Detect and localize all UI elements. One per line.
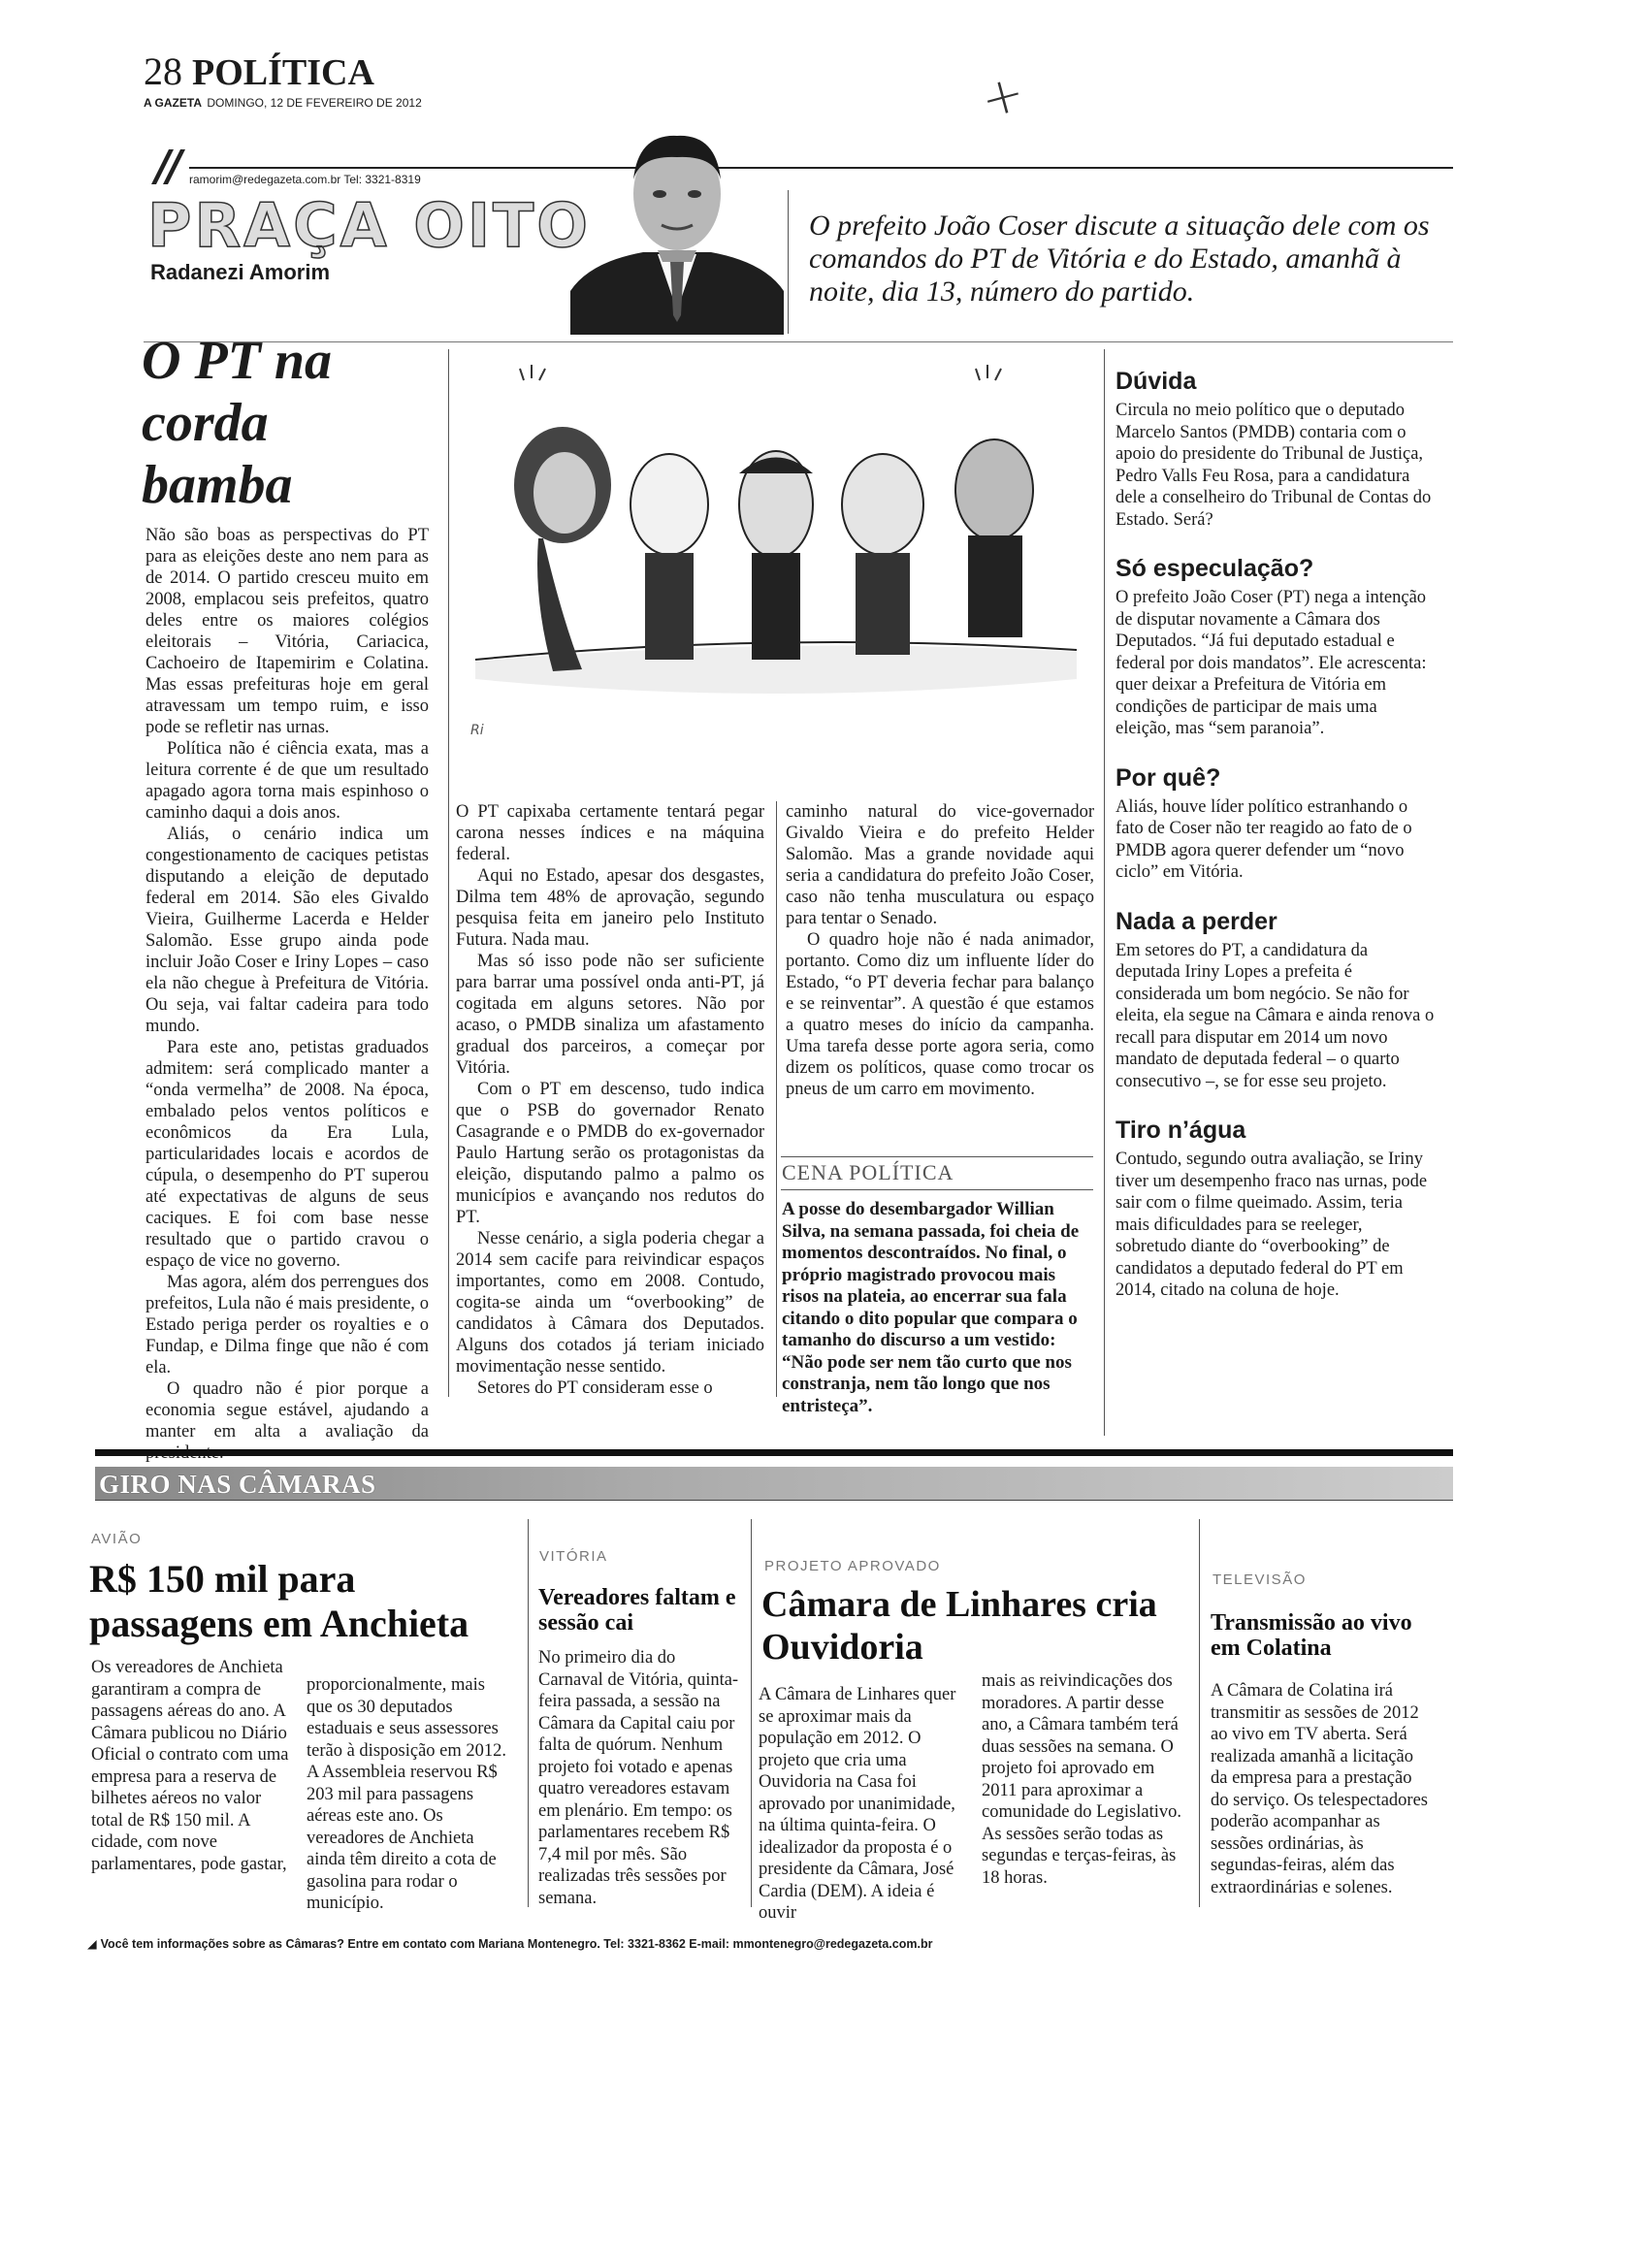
cena-politica-text: A posse do desembargador Willian Silva, na semana passada, foi cheia de momentos descontraídos. No final, o próprio magistrado provocou mais risos na plateia, ao encerrar sua fala citando o dito popular que compara o tamanho do discurso a um vestido: “Não pode ser nem tão curto que nos constranja, nem tão longo que nos entristeça”.	[782, 1199, 1080, 1416]
sidebar-note-text: O prefeito João Coser (PT) nega a intenção de disputar novamente a Câmara dos Deputados. “Já fui deputado estadual e federal por dois mandatos”. Ele acrescenta: quer deixar a Prefeitura de Vitória em condições de participar de mais uma eleição, mas “sem paranoia”.	[1116, 588, 1427, 738]
cartoon-figure-4	[842, 454, 923, 655]
giro-banner	[95, 1467, 1453, 1500]
giro-banner-rule	[95, 1500, 1453, 1501]
column-highlight: O prefeito João Coser discute a situação dele com os comandos do PT de Vitória e do Estado, amanhã à noite, dia 13, número do partido.	[809, 210, 1430, 308]
giro-banner-title: GIRO NAS CÂMARAS	[99, 1470, 376, 1499]
televisao-kicker: TELEVISÃO	[1212, 1571, 1307, 1588]
sidebar-note	[1116, 907, 1436, 1093]
sidebar-note	[1116, 763, 1436, 884]
slash-logo-icon	[147, 146, 190, 193]
aviao-kicker: AVIÃO	[91, 1531, 143, 1547]
giro-footer	[87, 1936, 1154, 1951]
cartoon-figure-2	[630, 454, 708, 660]
cena-top-rule	[781, 1156, 1093, 1157]
cena-politica-label: CENA POLÍTICA	[782, 1160, 954, 1184]
sidebar-note-title: Tiro n’água	[1116, 1117, 1246, 1144]
projeto-col1: A Câmara de Linhares quer se aproximar mais da população em 2012. O projeto que cria uma Ouvidoria na Casa foi aprovado por unanimidade, na última quinta-feira. O idealizador da proposta é o presidente da Câmara, José Cardia (DEM). A ideia é ouvir	[759, 1685, 956, 1923]
projeto-kicker: PROJETO APROVADO	[764, 1558, 941, 1574]
column-name: PRAÇA OITO	[147, 190, 592, 261]
col1-para: Aliás, o cenário indica um congestionamento de caciques petistas disputando a eleição de deputado federal em 2014. São eles Givaldo Vieira, Guilherme Lacerda e Helder Salomão. Esse grupo ainda pode incluir João Coser e Iriny Lopes – caso ela não chegue à Prefeitura de Vitória. Ou seja, vai faltar cadeira para todo mundo.	[146, 825, 429, 1036]
col2-para: Com o PT em descenso, tudo indica que o PSB do governador Renato Casagrande e o PMDB do ex-governador Paulo Hartung serão os protagonistas da eleição, disputando palmo a palmo os municípios e avançando nos redutos do PT.	[456, 1080, 764, 1227]
sidebar-note-text: Contudo, segundo outra avaliação, se Iriny tiver um desempenho fraco nas urnas, pode sair com o filme queimado. Assim, teria mais dificuldades para se reeleger, sobretudo diante do “overbooking” de candidatos a deputado federal do PT em 2014, citado na coluna de hoje.	[1116, 1150, 1428, 1300]
giro-divider	[1199, 1519, 1200, 1907]
giro-divider	[528, 1519, 529, 1907]
cartoon-illustration	[456, 359, 1096, 766]
projeto-headline: Câmara de Linhares cria Ouvidoria	[761, 1584, 1157, 1668]
cena-bottom-rule	[781, 1189, 1093, 1190]
sidebar-note	[1116, 1116, 1436, 1302]
col1-para: Para este ano, petistas graduados admitem: será complicado manter a “onda vermelha” de 2008. Na época, embalado pelos ventos políticos e econômicos da Era Lula, particularidades locais e acordos de cúpula, o desempenho do PT superou até expectativas de alguns de seus caciques. E foi com base nesse resultado que o partido cravou o espaço de vice no governo.	[146, 1038, 429, 1271]
giro-top-rule	[95, 1449, 1453, 1456]
page-header	[144, 49, 726, 110]
masthead-rule	[189, 167, 1453, 169]
giro-footer-text: Você tem informações sobre as Câmaras? Entre em contato com Mariana Montenegro. Tel: 3321-8362 E-mail: mmontenegro@redegazeta.com.br	[100, 1937, 933, 1951]
cartoon-figure-5	[955, 439, 1033, 637]
aviao-headline: R$ 150 mil para passagens em Anchieta	[89, 1557, 469, 1645]
column-author: Radanezi Amorim	[150, 260, 331, 284]
sidebar-notes	[1116, 367, 1436, 1302]
sidebar-note-text: Em setores do PT, a candidatura da deputada Iriny Lopes a prefeita é considerada um bom negócio. Se não for eleita, ela segue na Câmara e ainda renova o recall para disputar em 2014 um novo mandato de deputada federal – o quarto consecutivo –, se for esse seu projeto.	[1116, 940, 1435, 1091]
col1-para: Política não é ciência exata, mas a leitura corrente é de que um resultado apagado agora torna mais espinhoso o caminho daqui a dois anos.	[146, 739, 429, 823]
col3-para: O quadro hoje não é nada animador, portanto. Como diz um influente líder do Estado, “o PT deveria fechar para balanço e se reinventar”. A questão é que estamos a quatro meses do início da campanha. Uma tarefa desse porte agora seria, como dizem os políticos, quase como trocar os pneus de um carro em movimento.	[786, 930, 1094, 1099]
vitoria-headline: Vereadores faltam e sessão cai	[538, 1585, 736, 1636]
col2-para: O PT capixaba certamente tentará pegar carona nesses índices e na máquina federal.	[456, 802, 764, 864]
projeto-col2: mais as reivindicações dos moradores. A partir desse ano, a Câmara também terá duas sessões na semana. O projeto foi aprovado em 2011 para aproximar a comunidade do Legislativo. As sessões serão todas as segundas e terças-feiras, às 18 horas.	[982, 1671, 1182, 1888]
handwritten-mark: +	[974, 63, 1031, 131]
sidebar-note-text: Circula no meio político que o deputado Marcelo Santos (PMDB) contaria com o apoio do presidente do Tribunal de Justiça, Pedro Valls Feu Rosa, para a candidatura dele a conselheiro do Tribunal de Contas do Estado. Será?	[1116, 401, 1432, 530]
televisao-text: A Câmara de Colatina irá transmitir as sessões de 2012 ao vivo em TV aberta. Será realizada amanhã a licitação da empresa para a prestação do serviço. Os telespectadores poderão acompanhar as sessões ordinárias, às segundas-feiras, além das extraordinárias e solenes.	[1211, 1681, 1428, 1897]
televisao-headline: Transmissão ao vivo em Colatina	[1211, 1610, 1412, 1661]
column-divider	[776, 801, 777, 1397]
column-divider	[1104, 349, 1105, 1436]
main-article-col2	[456, 801, 764, 1399]
cartoon-figure-3	[739, 451, 813, 660]
giro-divider	[751, 1519, 752, 1907]
main-article-col1	[146, 525, 429, 1464]
sidebar-note	[1116, 367, 1436, 531]
arrow-icon: ◢	[87, 1937, 97, 1951]
column-contact: ramorim@redegazeta.com.br Tel: 3321-8319	[189, 173, 421, 186]
sidebar-note-title: Dúvida	[1116, 368, 1197, 395]
main-headline: O PT na corda bamba	[142, 331, 332, 515]
col1-para: Não são boas as perspectivas do PT para as eleições deste ano nem para as de 2014. O partido cresceu muito em 2008, emplacou seis prefeitos, quatro deles entre os maiores colégios eleitorais – Vitória, Cariacica, Cachoeiro de Itapemirim e Colatina. Mas essas prefeituras hoje em geral atravessam um tempo ruim, e isso pode se refletir nas urnas.	[146, 526, 429, 737]
aviao-col1: Os vereadores de Anchieta garantiram a compra de passagens aéreas do ano. A Câmara publicou no Diário Oficial o contrato com uma empresa para a reserva de bilhetes aéreos no valor total de R$ 150 mil. A cidade, com nove parlamentares, pode gastar,	[91, 1658, 289, 1874]
sidebar-note-text: Aliás, houve líder político estranhando o fato de Coser não ter reagido ao fato de o PMDB agora querer defender um “novo ciclo” em Vitória.	[1116, 796, 1412, 882]
sidebar-note-title: Nada a perder	[1116, 907, 1277, 935]
col3-para: caminho natural do vice-governador Givaldo Vieira e do prefeito Helder Salomão. Mas a grande novidade aqui seria a candidatura do prefeito João Coser, caso não tenha musculatura ou espaço para tentar o Senado.	[786, 802, 1094, 928]
col1-para: O quadro não é pior porque a economia segue estável, ajudando a manter em alta a avaliação da	[146, 1379, 429, 1442]
newspaper-name: A GAZETA	[144, 96, 202, 110]
col2-para: Nesse cenário, a sigla poderia chegar a 2014 sem cacife para reivindicar espaços importantes, como em 2008. Contudo, cogita-se ainda um “overbooking” de candidatos à Câmara dos Deputados. Alguns dos cotados já teriam iniciado movimentação nesse sentido.	[456, 1229, 764, 1377]
aviao-col2: proporcionalmente, mais que os 30 deputados estaduais e seus assessores terão à disposição em 2012. A Assembleia reservou R$ 203 mil para passagens aéreas este ano. Os vereadores de Anchieta ainda têm direito a cota de gasolina para rodar o município.	[307, 1675, 507, 1913]
col2-para: Mas só isso pode não ser suficiente para barrar uma possível onda anti-PT, já cogitada em alguns setores. Não por acaso, o PMDB sinaliza um afastamento gradual dos parceiros, a começar por Vitória.	[456, 952, 764, 1078]
col2-para: Setores do PT consideram esse o	[477, 1378, 713, 1398]
edition-date: DOMINGO, 12 DE FEVEREIRO DE 2012	[207, 96, 422, 110]
column-divider	[448, 349, 449, 1397]
cartoon-signature: Ri	[470, 723, 484, 738]
vitoria-kicker: VITÓRIA	[539, 1548, 608, 1565]
sidebar-note	[1116, 554, 1436, 740]
sidebar-note-title: Só especulação?	[1116, 555, 1314, 582]
sidebar-note-title: Por quê?	[1116, 763, 1221, 792]
cartoon-figure-1	[514, 427, 611, 671]
page-number: 28	[144, 49, 182, 93]
vitoria-text: No primeiro dia do Carnaval de Vitória, quinta-feira passada, a sessão na Câmara da Capital caiu por falta de quórum. Nenhum projeto foi votado e apenas quatro vereadores estavam em plenário. Em tempo: os parlamentares recebem R$ 7,4 mil por mês. São realizadas três sessões por semana.	[538, 1648, 739, 1908]
section-title: POLÍTICA	[192, 52, 374, 93]
main-article-col3	[786, 801, 1094, 1100]
col1-para: Mas agora, além dos perrengues dos prefeitos, Lula não é mais presidente, o Estado periga perder os royalties e o Fundap, e Dilma finge que não é com ela.	[146, 1273, 429, 1377]
author-photo	[561, 116, 793, 335]
highlight-divider	[788, 190, 789, 334]
col2-para: Aqui no Estado, apesar dos desgastes, Dilma tem 48% de aprovação, segundo pesquisa feita em janeiro pelo Instituto Futura. Nada mau.	[456, 866, 764, 950]
